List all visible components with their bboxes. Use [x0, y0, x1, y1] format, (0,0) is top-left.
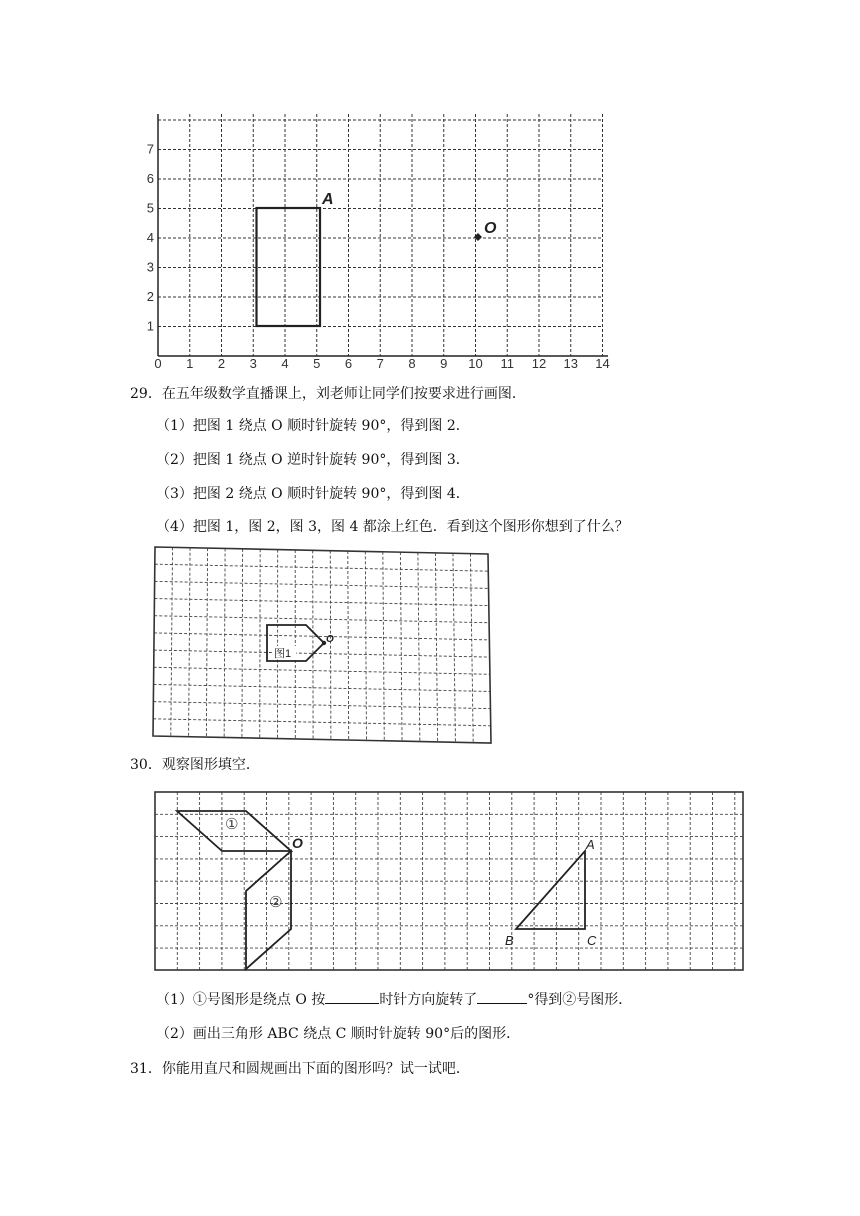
grid-line-v: [470, 554, 473, 743]
y-tick-label: 5: [146, 200, 154, 216]
question-30-stem: [130, 755, 260, 775]
point-a-label: A: [586, 837, 595, 852]
answer-blank-direction[interactable]: [325, 989, 379, 1004]
grid-lines: [155, 792, 743, 970]
x-tick-label: 9: [440, 356, 448, 370]
point-o-label: O: [292, 835, 303, 851]
grid-line-h: [154, 599, 488, 606]
question-text: 你能用直尺和圆规画出下面的图形吗？试一试吧．: [161, 1061, 470, 1077]
grid-line-h: [154, 667, 490, 674]
x-tick-label: 3: [249, 356, 257, 370]
grid-line-h: [154, 633, 489, 640]
question-text: 在五年级数学直播课上，刘老师让同学们按要求进行画图．: [161, 386, 526, 402]
y-tick-label: 1: [146, 318, 154, 334]
grid-line-h: [154, 650, 490, 657]
x-tick-label: 2: [217, 356, 226, 370]
x-tick-label: 13: [563, 356, 578, 370]
x-tick-label: 14: [595, 356, 610, 370]
point-a-label: A: [322, 191, 334, 208]
point-b-label: B: [505, 933, 514, 948]
x-tick-label: 7: [376, 356, 384, 370]
x-tick-label: 5: [313, 356, 321, 370]
grid-line-h: [153, 702, 490, 709]
y-tick-label: 4: [146, 230, 154, 245]
question-29-stem: [130, 384, 526, 404]
q29-item-2: （2）把图 1 绕点 O 逆时针旋转 90°，得到图 3．: [156, 452, 470, 468]
grid-line-v: [435, 553, 437, 742]
x-tick-label: 12: [531, 356, 547, 370]
q29-item-3: （3）把图 2 绕点 O 顺时针旋转 90°，得到图 4．: [156, 486, 470, 502]
grid-line-v: [206, 548, 207, 737]
shape-2-label: ②: [269, 894, 283, 911]
rotation-grid-figure: [150, 544, 496, 744]
x-tick-label: 10: [468, 356, 483, 370]
shape-1-label: ①: [225, 816, 239, 833]
x-tick-label: 0: [154, 356, 162, 370]
grid-line-v: [224, 548, 225, 737]
grid-line-h: [155, 564, 488, 571]
coordinate-grid-figure: [140, 108, 620, 370]
q30-item-2: （2）画出三角形 ABC 绕点 C 顺时针旋转 90°后的图形．: [156, 1026, 521, 1042]
question-text: 观察图形填空．: [161, 757, 260, 773]
figure-1-label: 图1: [274, 648, 292, 660]
point-o-label: O: [484, 220, 497, 237]
question-number: 31．: [130, 1061, 162, 1077]
y-tick-label: 2: [146, 289, 154, 304]
question-31-stem: [130, 1059, 470, 1079]
grid-line-v: [330, 551, 331, 740]
grid-line-h: [155, 581, 489, 588]
q29-item-4: （4）把图 1，图 2，图 3，图 4 都涂上红色．看到这个图形你想到了什么？: [156, 519, 629, 535]
question-number: 30．: [130, 757, 162, 773]
y-tick-label: 7: [146, 141, 154, 157]
y-tick-label: 3: [146, 259, 154, 275]
grid-border: [155, 792, 743, 970]
grid-line-v: [453, 553, 455, 742]
grid-line-v: [365, 551, 366, 740]
grid-line-v: [348, 551, 349, 740]
y-tick-labels: [147, 142, 154, 334]
y-tick-label: 6: [146, 171, 154, 186]
point-c-label: C: [587, 933, 597, 948]
x-tick-label: 1: [186, 356, 194, 370]
rotation-observation-figure: [152, 789, 746, 973]
point-o-label: O: [326, 634, 334, 645]
q30-item-1: （1）①号图形是绕点 O 按 时针方向旋转了 °得到②号图形．: [156, 989, 632, 1010]
x-tick-labels: [154, 356, 609, 370]
grid-line-h: [153, 719, 491, 726]
grid-lines: [158, 114, 603, 356]
grid-line-h: [154, 616, 489, 623]
triangle-abc: [516, 851, 585, 929]
grid-line-v: [242, 549, 243, 738]
grid-line-h: [154, 684, 491, 691]
question-number: 29．: [130, 386, 162, 402]
x-tick-label: 4: [281, 356, 289, 370]
answer-blank-angle[interactable]: [477, 989, 527, 1004]
q29-item-1: （1）把图 1 绕点 O 顺时针旋转 90°，得到图 2．: [156, 418, 470, 434]
grid-line-v: [189, 548, 190, 737]
grid-line-v: [171, 547, 173, 736]
x-tick-label: 8: [408, 356, 416, 370]
grid-line-v: [383, 552, 384, 741]
x-tick-label: 11: [500, 356, 514, 370]
grid-line-v: [400, 552, 402, 741]
grid-line-v: [418, 553, 420, 742]
x-tick-label: 6: [344, 356, 353, 370]
